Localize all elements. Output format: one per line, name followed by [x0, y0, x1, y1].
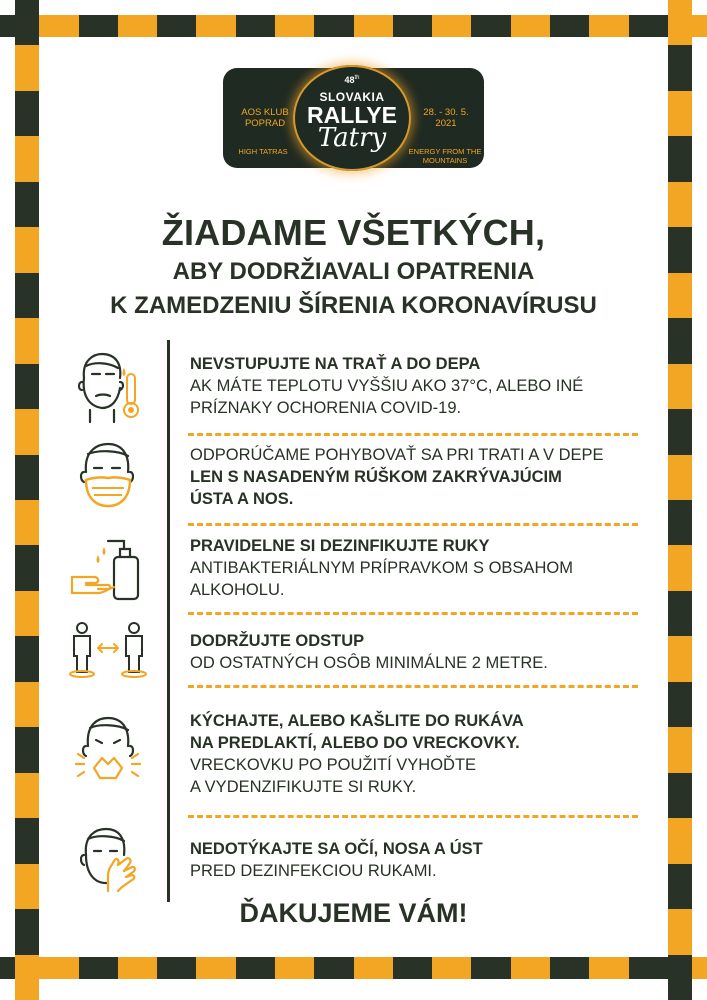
stripe-segment: [15, 364, 39, 409]
stripe-segment: [275, 15, 314, 37]
right-stripe-border: [668, 0, 692, 1000]
stripe-segment: [15, 545, 39, 590]
stripe-segment: [15, 0, 39, 45]
rule-5-title-2: NA PREDLAKTÍ, ALEBO DO VRECKOVKY.: [190, 734, 520, 752]
dashed-separator: [188, 433, 638, 436]
rule-6-text-1: PRED DEZINFEKCIOU RUKAMI.: [190, 862, 437, 880]
social-distance-icon: [68, 620, 148, 680]
stripe-segment: [15, 182, 39, 227]
stripe-segment: [15, 909, 39, 954]
rule-1-text-2: PRÍZNAKY OCHORENIA COVID-19.: [190, 399, 462, 417]
stripe-segment: [668, 318, 692, 363]
stripe-segment: [550, 957, 589, 979]
rule-3-title: PRAVIDELNE SI DEZINFIKUJTE RUKY: [190, 537, 490, 555]
main-heading: ŽIADAME VŠETKÝCH,: [161, 212, 546, 253]
stripe-segment: [668, 682, 692, 727]
stripe-segment: [15, 318, 39, 363]
stripe-segment: [79, 957, 118, 979]
stripe-segment: [236, 15, 275, 37]
logo-region: HIGH TATRAS: [238, 147, 288, 156]
rule-4: [190, 630, 660, 674]
stripe-segment: [118, 957, 157, 979]
logo-organizer: AOS KLUB POPRAD: [241, 107, 289, 129]
stripe-segment: [668, 955, 692, 1000]
no-face-touch-icon: [80, 825, 140, 895]
stripe-segment: [15, 409, 39, 454]
stripe-segment: [668, 591, 692, 636]
stripe-segment: [511, 957, 550, 979]
thank-you-message: ĎAKUJEME VÁM!: [239, 898, 468, 928]
logo-rallye: RALLYE: [307, 102, 397, 128]
stripe-segment: [15, 727, 39, 772]
stripe-segment: [118, 15, 157, 37]
stripe-segment: [668, 227, 692, 272]
top-stripe-border: [0, 15, 707, 37]
stripe-segment: [668, 273, 692, 318]
stripe-segment: [15, 591, 39, 636]
stripe-segment: [550, 15, 589, 37]
face-mask-icon: [78, 440, 138, 512]
stripe-segment: [629, 15, 668, 37]
stripe-segment: [668, 545, 692, 590]
stripe-segment: [314, 957, 353, 979]
stripe-segment: [15, 636, 39, 681]
sub-heading-2: K ZAMEDZENIU ŠÍRENIA KORONAVÍRUSU: [110, 292, 597, 319]
stripe-segment: [432, 15, 471, 37]
stripe-segment: [471, 15, 510, 37]
sneeze-icon: [68, 712, 148, 788]
stripe-segment: [589, 15, 628, 37]
logo-dates: 28. - 30. 5. 2021: [423, 107, 469, 129]
stripe-segment: [393, 957, 432, 979]
rule-1-text-1: AK MÁTE TEPLOTU VYŠŠIU AKO 37°C, ALEBO INÉ: [190, 377, 584, 395]
stripe-segment: [354, 15, 393, 37]
rule-5-text-2: A VYDENZIFIKUJTE SI RUKY.: [190, 778, 417, 796]
stripe-segment: [668, 364, 692, 409]
dashed-separator: [188, 685, 638, 688]
stripe-segment: [15, 818, 39, 863]
stripe-segment: [668, 455, 692, 500]
rule-2-title-2: ÚSTA A NOS.: [190, 490, 294, 508]
stripe-segment: [15, 227, 39, 272]
logo-tatry: Tatry: [317, 123, 387, 153]
rule-4-title: DODRŽUJTE ODSTUP: [190, 632, 365, 650]
stripe-segment: [629, 957, 668, 979]
logo-edition: 48th: [344, 75, 360, 85]
logo-emblem: [293, 65, 411, 171]
sub-heading-1: ABY DODRŽIAVALI OPATRENIA: [172, 258, 535, 285]
rule-1-title: NEVSTUPUJTE NA TRAŤ A DO DEPA: [190, 355, 481, 373]
rule-2: [190, 444, 660, 510]
stripe-segment: [15, 682, 39, 727]
stripe-segment: [15, 955, 39, 1000]
stripe-segment: [196, 957, 235, 979]
stripe-segment: [511, 15, 550, 37]
rule-5: [190, 710, 660, 798]
stripe-segment: [668, 864, 692, 909]
stripe-segment: [15, 773, 39, 818]
dashed-separator: [188, 612, 638, 615]
bottom-stripe-border: [0, 957, 707, 979]
stripe-segment: [668, 727, 692, 772]
stripe-segment: [15, 273, 39, 318]
stripe-segment: [196, 15, 235, 37]
stripe-segment: [668, 773, 692, 818]
stripe-segment: [668, 909, 692, 954]
stripe-segment: [236, 957, 275, 979]
stripe-segment: [15, 91, 39, 136]
stripe-segment: [668, 91, 692, 136]
stripe-segment: [668, 500, 692, 545]
logo-slogan: ENERGY FROM THE MOUNTAINS: [408, 147, 482, 165]
vertical-divider: [167, 340, 170, 902]
stripe-segment: [15, 45, 39, 90]
stripe-segment: [275, 957, 314, 979]
rule-4-text-1: OD OSTATNÝCH OSÔB MINIMÁLNE 2 METRE.: [190, 654, 548, 672]
stripe-segment: [589, 957, 628, 979]
stripe-segment: [393, 15, 432, 37]
stripe-segment: [354, 957, 393, 979]
stripe-segment: [157, 15, 196, 37]
rally-logo: [223, 68, 484, 168]
stripe-segment: [15, 455, 39, 500]
hand-sanitizer-icon: [68, 535, 144, 605]
rule-3-text-1: ANTIBAKTERIÁLNYM PRÍPRAVKOM S OBSAHOM: [190, 559, 573, 577]
stripe-segment: [668, 136, 692, 181]
stripe-segment: [39, 957, 78, 979]
stripe-segment: [314, 15, 353, 37]
rule-2-title-1: LEN S NASADENÝM RÚŠKOM ZAKRÝVAJÚCIM: [190, 468, 562, 486]
thermometer-face-icon: [72, 348, 144, 424]
stripe-segment: [79, 15, 118, 37]
rule-5-title-1: KÝCHAJTE, ALEBO KAŠLITE DO RUKÁVA: [190, 712, 524, 730]
stripe-segment: [668, 0, 692, 45]
stripe-segment: [157, 957, 196, 979]
rule-6-title: NEDOTÝKAJTE SA OČÍ, NOSA A ÚST: [190, 840, 483, 858]
rule-2-text-1: ODPORÚČAME POHYBOVAŤ SA PRI TRATI A V DEPE: [190, 446, 604, 464]
stripe-segment: [471, 957, 510, 979]
logo-slovakia: SLOVAKIA: [319, 90, 385, 104]
stripe-segment: [432, 957, 471, 979]
stripe-segment: [668, 409, 692, 454]
stripe-segment: [15, 500, 39, 545]
dashed-separator: [188, 523, 638, 526]
rule-1: [190, 353, 660, 419]
rule-3: [190, 535, 660, 601]
rule-6: [190, 838, 660, 882]
stripe-segment: [668, 636, 692, 681]
stripe-segment: [668, 45, 692, 90]
stripe-segment: [668, 818, 692, 863]
rule-3-text-2: ALKOHOLU.: [190, 581, 285, 599]
stripe-segment: [668, 182, 692, 227]
stripe-segment: [15, 136, 39, 181]
dashed-separator: [188, 815, 638, 818]
rule-5-text-1: VRECKOVKU PO POUŽITÍ VYHOĎTE: [190, 756, 477, 774]
left-stripe-border: [15, 0, 39, 1000]
stripe-segment: [39, 15, 78, 37]
stripe-segment: [15, 864, 39, 909]
